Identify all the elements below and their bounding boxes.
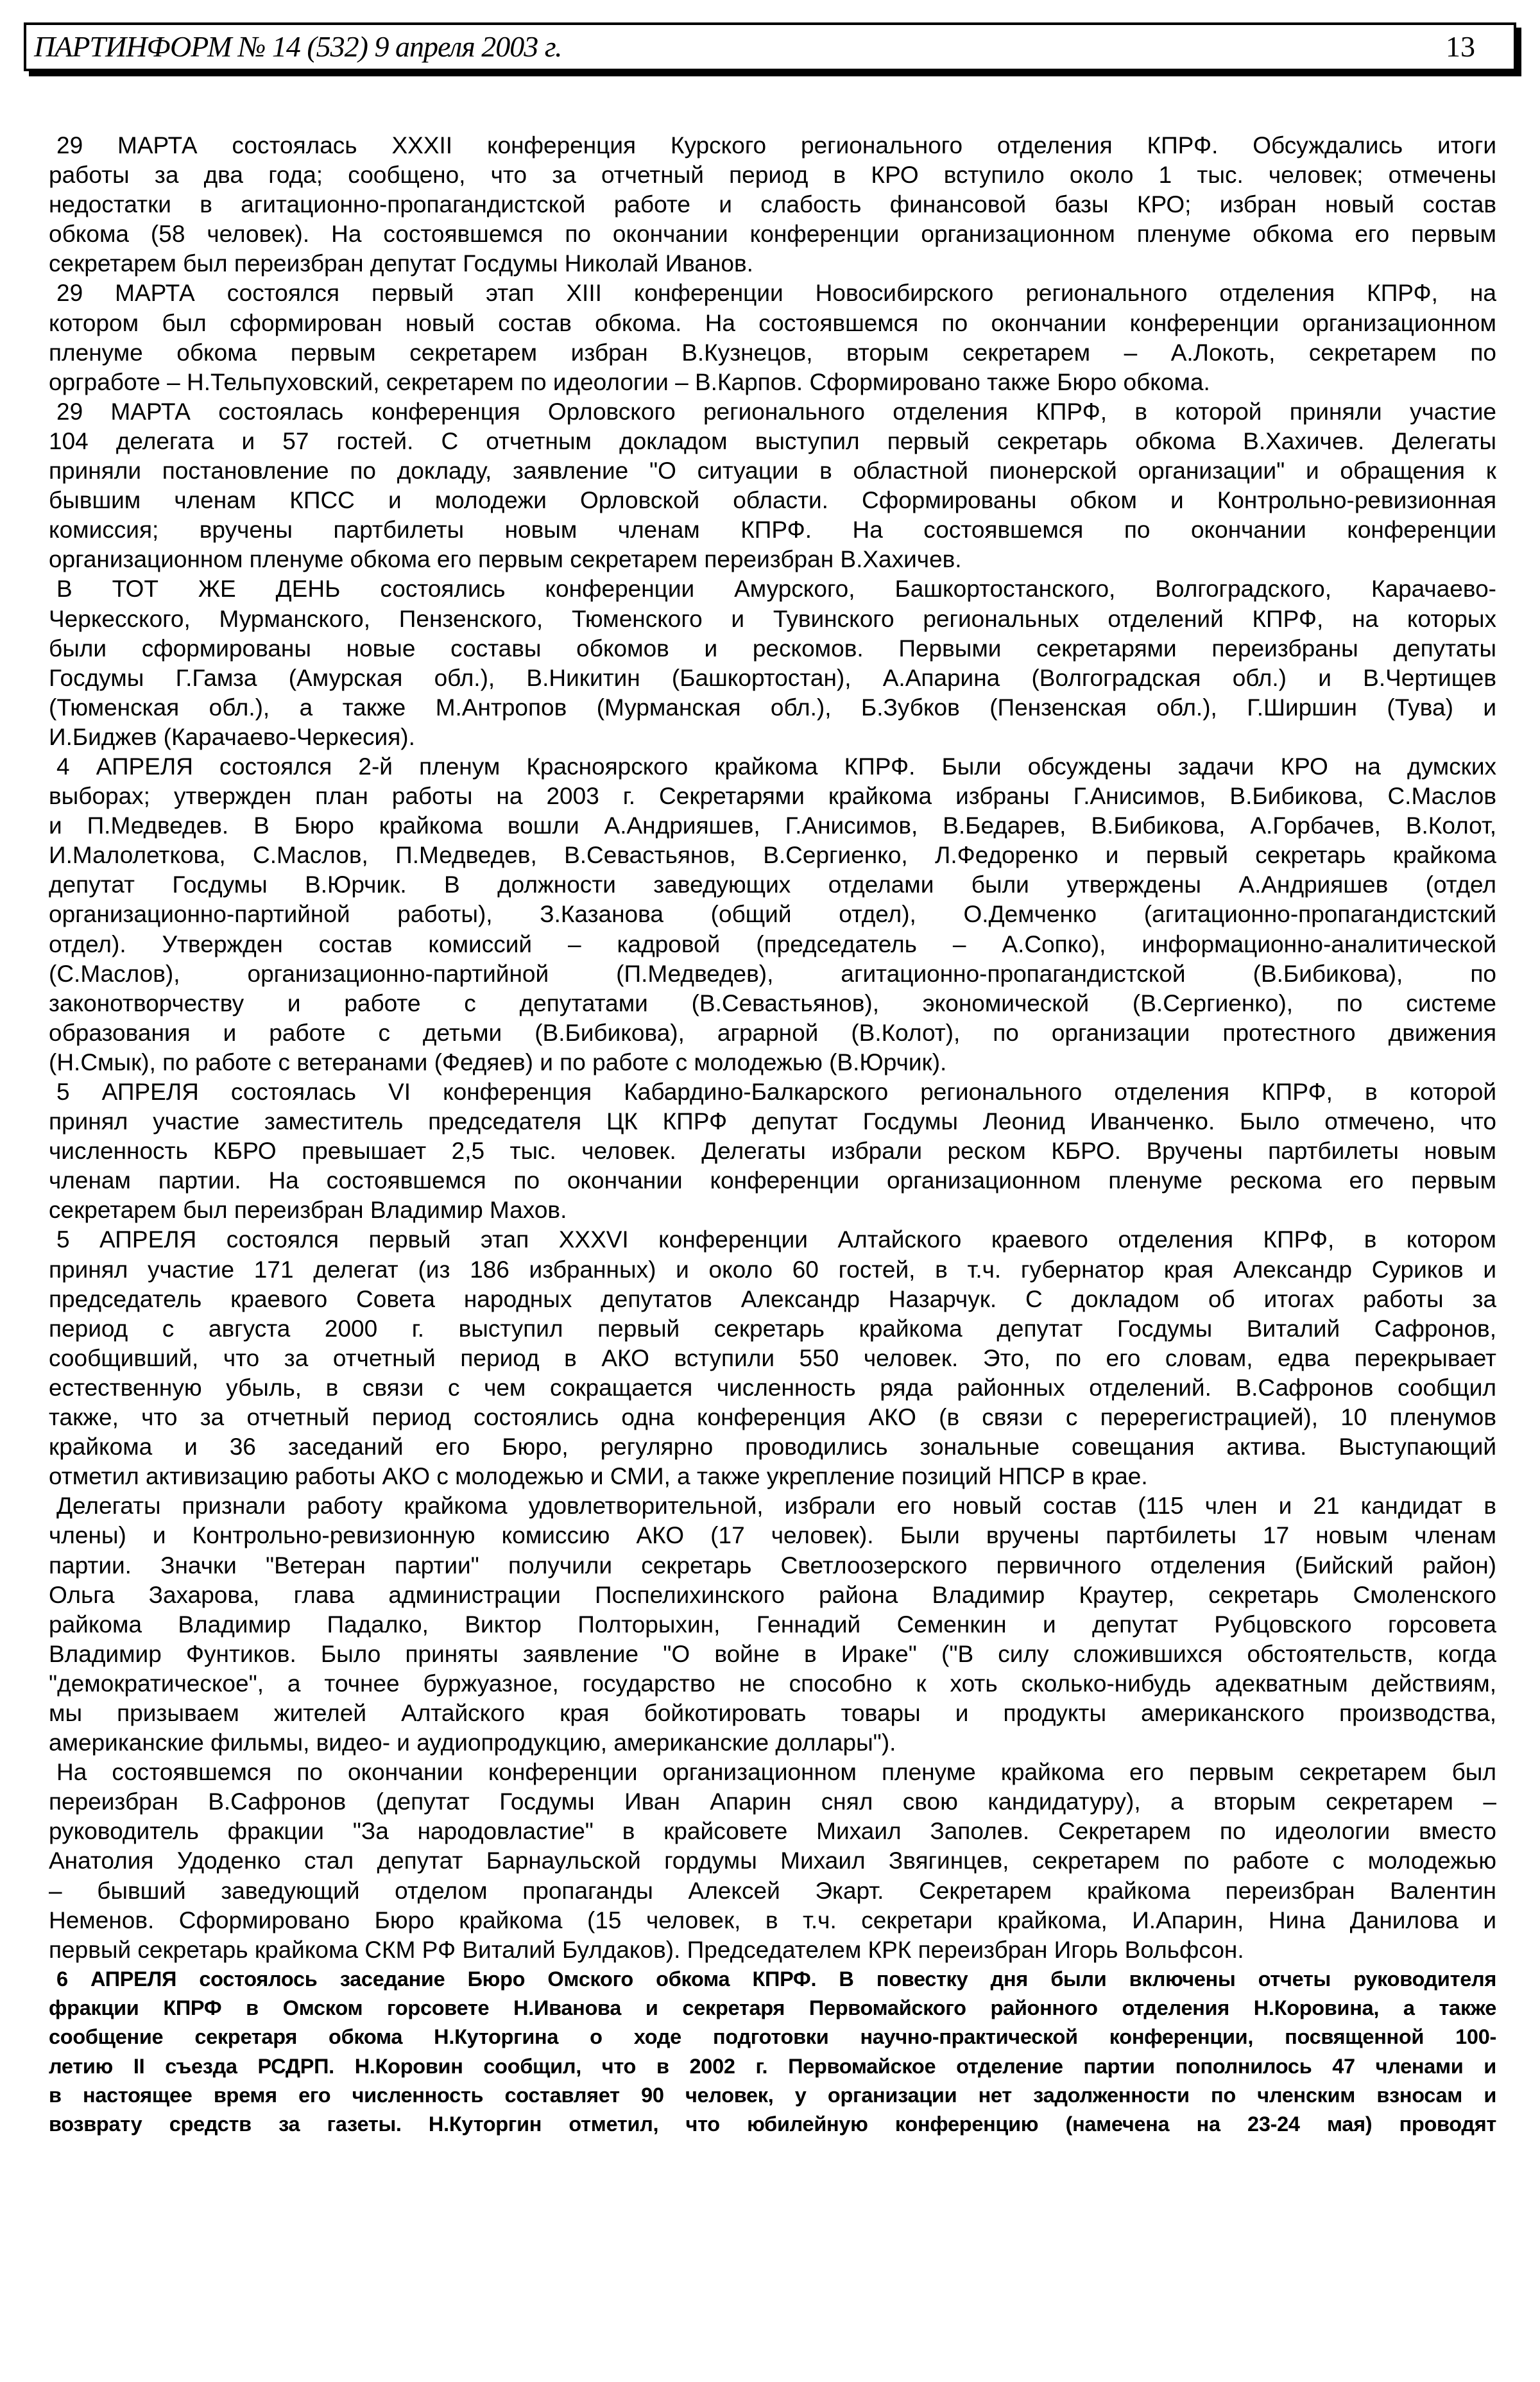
text-line: работы за два года; сообщено, что за отчетный период в КРО вступило около 1 тыс. человек; отмечены [49, 162, 1496, 189]
text-line: комиссия; вручены партбилеты новым членам КПРФ. На состоявшемся по окончании конференции [49, 517, 1496, 544]
text-line: Госдумы Г.Гамза (Амурская обл.), В.Никитин (Башкортостан), А.Апарина (Волгоградская обл.) и В.Чертищев [49, 664, 1496, 691]
text-line: И.Биджев (Карачаево-Черкесия). [49, 723, 415, 750]
text-line: В ТОТ ЖЕ ДЕНЬ состоялись конференции Амурского, Башкортостанского, Волгоградского, Карачаево- [56, 576, 1496, 603]
text-line: И.Малолеткова, С.Маслов, П.Медведев, В.Севастьянов, В.Сергиенко, Л.Федоренко и первый секретарь крайкома [49, 842, 1496, 869]
text-line: в настоящее время его численность составляет 90 человек, у организации нет задолженности по членским взносам и [49, 2084, 1496, 2107]
text-line: депутат Госдумы В.Юрчик. В должности заведующих отделами были утверждены А.Андрияшев (отдел [49, 871, 1496, 898]
text-line: председатель краевого Совета народных депутатов Александр Назарчук. С докладом об итогах работы за [49, 1285, 1496, 1312]
text-line: численность КБРО превышает 2,5 тыс. человек. Делегаты избрали реском КБРО. Вручены партбилеты новым [49, 1138, 1496, 1165]
text-line: принял участие 171 делегат (из 186 избранных) и около 60 гостей, в т.ч. губернатор края Александр Суриков и [49, 1256, 1496, 1283]
text-line: организационно-партийной работы), З.Казанова (общий отдел), О.Демченко (агитационно-пропагандистский [49, 901, 1496, 928]
text-line: переизбран В.Сафронов (депутат Госдумы Иван Апарин снял свою кандидатуру), а вторым секретарем – [49, 1788, 1496, 1815]
text-line: первый секретарь крайкома СКМ РФ Виталий Булдаков). Председателем КРК переизбран Игорь Вольфсон. [49, 1936, 1244, 1963]
text-line: летию II съезда РСДРП. Н.Коровин сообщил, что в 2002 г. Первомайское отделение партии пополнилось 47 членами и [49, 2054, 1496, 2078]
text-line: возврату средств за газеты. Н.Куторгин отметил, что юбилейную конференцию (намечена на 23-24 мая) проводят [49, 2112, 1496, 2136]
text-line: мы призываем жителей Алтайского края бойкотировать товары и продукты американского производства, [49, 1699, 1496, 1726]
text-line: пленуме обкома первым секретарем избран В.Кузнецов, вторым секретарем – А.Локоть, секретарем по [49, 339, 1496, 366]
text-line: принял участие заместитель председателя ЦК КПРФ депутат Госдумы Леонид Иванченко. Было отмечено, что [49, 1108, 1496, 1135]
text-line: (Н.Смык), по работе с ветеранами (Федяев) и по работе с молодежью (В.Юрчик). [49, 1049, 947, 1075]
text-line: естественную убыль, в связи с чем сокращается численность ряда районных отделений. В.Сафронов сообщил [49, 1374, 1496, 1401]
text-line: законотворчеству и работе с депутатами (В.Севастьянов), экономической (В.Сергиенко), по системе [49, 990, 1496, 1016]
text-line: – бывший заведующий отделом пропаганды Алексей Экарт. Секретарем крайкома переизбран Валентин [49, 1877, 1496, 1904]
text-line: 4 АПРЕЛЯ состоялся 2-й пленум Красноярского крайкома КПРФ. Были обсуждены задачи КРО на думских [56, 753, 1496, 780]
text-line: приняли постановление по докладу, заявление "О ситуации в областной пионерской организации" и обращения к [49, 458, 1496, 484]
news-paragraph [49, 752, 1496, 1077]
text-line: недостатки в агитационно-пропагандистской работе и слабость финансовой базы КРО; избран новый состав [49, 191, 1496, 218]
news-paragraph [49, 1965, 1496, 2139]
text-line: 104 делегата и 57 гостей. С отчетным докладом выступил первый секретарь обкома В.Хахичев. Делегаты [49, 427, 1496, 454]
news-paragraph [49, 1077, 1496, 1225]
text-line: бывшим членам КПСС и молодежи Орловской области. Сформированы обком и Контрольно-ревизионная [49, 487, 1496, 514]
text-line: 6 АПРЕЛЯ состоялось заседание Бюро Омского обкома КПРФ. В повестку дня были включены отчеты руководителя [56, 1967, 1496, 1991]
news-paragraph [49, 278, 1496, 397]
text-line: членам партии. На состоявшемся по окончании конференции организационном пленуме рескома его первым [49, 1167, 1496, 1194]
text-line: отдел). Утвержден состав комиссий – кадровой (председатель – А.Сопко), информационно-аналитической [49, 930, 1496, 957]
text-line: 5 АПРЕЛЯ состоялся первый этап XXXVI конференции Алтайского краевого отделения КПРФ, в котором [56, 1226, 1496, 1253]
text-line: котором был сформирован новый состав обкома. На состоявшемся по окончании конференции организационном [49, 309, 1496, 336]
page-number: 13 [1446, 30, 1475, 63]
text-line: 5 АПРЕЛЯ состоялась VI конференция Кабардино-Балкарского регионального отделения КПРФ, в которой [56, 1079, 1496, 1105]
news-paragraph [49, 1225, 1496, 1491]
news-paragraph [49, 1758, 1496, 1965]
text-line: крайкома и 36 заседаний его Бюро, регулярно проводились зональные совещания актива. Выступающий [49, 1434, 1496, 1461]
text-line: "демократическое", а точнее буржуазное, государство не способно к хоть сколько-нибудь адекватным действиям, [49, 1670, 1496, 1697]
text-line: фракции КПРФ в Омском горсовете Н.Иванова и секретаря Первомайского районного отделения Н.Коровина, а также [49, 1996, 1496, 2020]
text-line: 29 МАРТА состоялся первый этап XIII конференции Новосибирского регионального отделения КПРФ, на [56, 280, 1496, 307]
text-line: период с августа 2000 г. выступил первый секретарь крайкома депутат Госдумы Виталий Сафронов, [49, 1315, 1496, 1342]
news-paragraph [49, 397, 1496, 575]
text-line: Анатолия Удоденко стал депутат Барнаульской гордумы Михаил Звягинцев, секретарем по работе с молодежью [49, 1847, 1496, 1874]
text-line: Черкесского, Мурманского, Пензенского, Тюменского и Тувинского региональных отделений КПРФ, на которых [49, 605, 1496, 632]
text-line: и П.Медведев. В Бюро крайкома вошли А.Андрияшев, Г.Анисимов, В.Бедарев, В.Бибикова, А.Горбачев, В.Колот, [49, 812, 1496, 839]
news-paragraph [49, 131, 1496, 278]
text-line: райкома Владимир Падалко, Виктор Полторыхин, Геннадий Семенкин и депутат Рубцовского горсовета [49, 1611, 1496, 1638]
text-line: выборах; утвержден план работы на 2003 г. Секретарями крайкома избраны Г.Анисимов, В.Бибикова, С.Маслов [49, 783, 1496, 810]
text-line: 29 МАРТА состоялась XXXII конференция Курского регионального отделения КПРФ. Обсуждались итоги [56, 132, 1496, 159]
text-line: (Тюменская обл.), а также М.Антропов (Мурманская обл.), Б.Зубков (Пензенская обл.), Г.Ширшин (Тува) и [49, 694, 1496, 721]
text-line: Неменов. Сформировано Бюро крайкома (15 человек, в т.ч. секретари крайкома, И.Апарин, Нина Данилова и [49, 1906, 1496, 1933]
text-line: отметил активизацию работы АКО с молодежью и СМИ, а также укрепление позиций НПСР в крае. [49, 1463, 1148, 1490]
text-line: секретарем был переизбран депутат Госдумы Николай Иванов. [49, 250, 753, 277]
text-line: (С.Маслов), организационно-партийной (П.Медведев), агитационно-пропагандистской (В.Бибикова), по [49, 960, 1496, 987]
text-line: секретарем был переизбран Владимир Махов. [49, 1197, 567, 1224]
text-line: организационном пленуме обкома его первым секретарем переизбран В.Хахичев. [49, 546, 962, 573]
text-line: партии. Значки "Ветеран партии" получили секретарь Светлоозерского первичного отделения (Бийский район) [49, 1552, 1496, 1579]
text-line: Делегаты признали работу крайкома удовлетворительной, избрали его новый состав (115 член и 21 кандидат в [56, 1493, 1496, 1520]
text-line: обкома (58 человек). На состоявшемся по окончании конференции организационном пленуме обкома его первым [49, 221, 1496, 248]
text-line: были сформированы новые составы обкомов и рескомов. Первыми секретарями переизбраны депутаты [49, 635, 1496, 662]
text-line: также, что за отчетный период состоялись одна конференция АКО (в связи с перерегистрацией), 10 пленумов [49, 1404, 1496, 1431]
article-body [49, 131, 1496, 2139]
page-header [24, 22, 1516, 71]
news-paragraph [49, 574, 1496, 752]
text-line: американские фильмы, видео- и аудиопродукцию, американские доллары"). [49, 1729, 896, 1756]
text-line: Владимир Фунтиков. Было приняты заявление "О войне в Ираке" ("В силу сложившихся обстоятельств, когда [49, 1640, 1496, 1667]
text-line: сообщение секретаря обкома Н.Куторгина о ходе подготовки научно-практической конференции, посвященной 100- [49, 2025, 1496, 2049]
text-line: члены) и Контрольно-ревизионную комиссию АКО (17 человек). Были вручены партбилеты 17 новым членам [49, 1522, 1496, 1549]
text-line: Ольга Захарова, глава администрации Поспелихинского района Владимир Краутер, секретарь Смоленского [49, 1581, 1496, 1608]
publication-title: ПАРТИНФОРМ № 14 (532) 9 апреля 2003 г. [34, 30, 562, 63]
text-line: оргработе – Н.Тельпуховский, секретарем по идеологии – В.Карпов. Сформировано также Бюро обкома. [49, 368, 1210, 395]
text-line: На состоявшемся по окончании конференции организационном пленуме крайкома его первым секретарем был [56, 1759, 1496, 1786]
text-line: сообщивший, что за отчетный период в АКО вступили 550 человек. Это, по его словам, едва перекрывает [49, 1344, 1496, 1371]
text-line: руководитель фракции "За народовластие" в крайсовете Михаил Заполев. Секретарем по идеологии вместо [49, 1818, 1496, 1845]
text-line: образования и работе с детьми (В.Бибикова), аграрной (В.Колот), по организации протестного движения [49, 1019, 1496, 1046]
news-paragraph [49, 1491, 1496, 1758]
text-line: 29 МАРТА состоялась конференция Орловского регионального отделения КПРФ, в которой приняли участие [56, 398, 1496, 425]
